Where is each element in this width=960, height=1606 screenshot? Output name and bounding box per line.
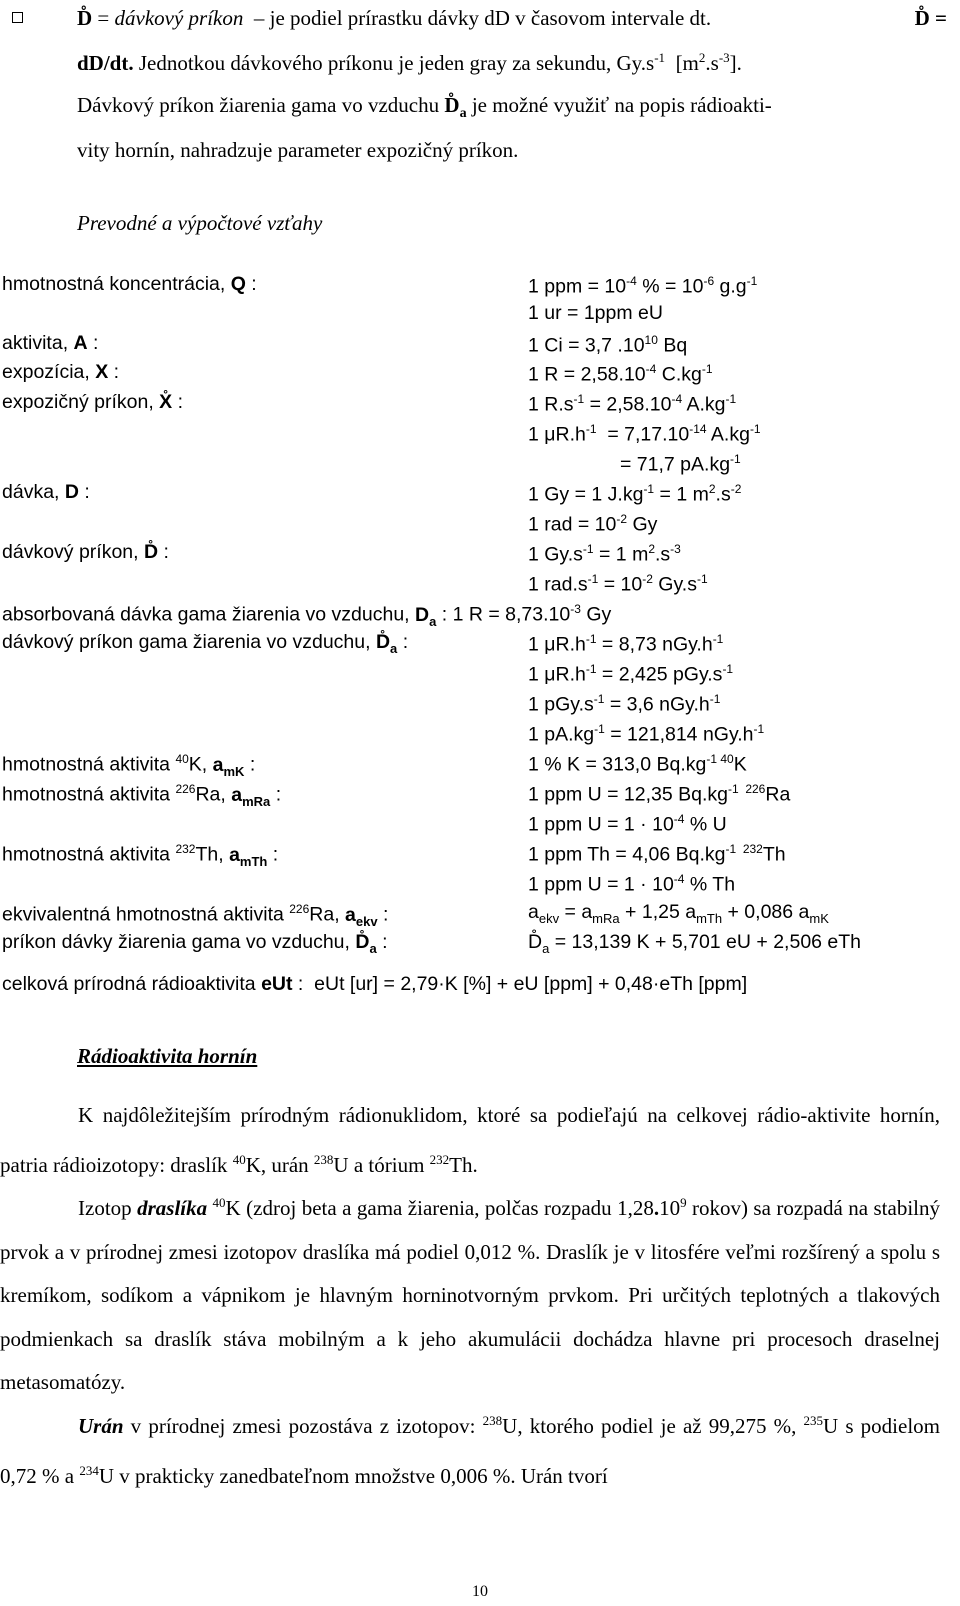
conv-left-d: dávka, D : xyxy=(2,481,90,503)
paragraph-1: K najdôležitejším prírodným rádionuklidom, ktoré sa podieľajú na celkovej rádio-aktivite hornín, patria rádioizotopy: draslík $^{40}$K, urán $^{238}$U a tórium $^{232}$Th. xyxy=(0,1103,940,1177)
conv-left-xdot: expozičný príkon, X̊ : xyxy=(2,391,184,413)
conv-left-x: expozícia, X : xyxy=(2,361,120,383)
conv-right-amra: 1 ppm U = 12,35 $Bq.kg^{-1 226}Ra$ xyxy=(528,782,791,806)
conv-right-ur: 1 ur = 1ppm eU xyxy=(528,302,663,324)
conv-right-q: 1 ppm = $10^{-4}$ % = $10^{-6}$ $g.g^{-1}$ xyxy=(528,274,758,298)
conv-left-dadot: dávkový príkon gama žiarenia vo vzduchu, $D̊_a$ : xyxy=(2,631,409,656)
conv-right-d2: 1 rad = $10^{-2}$ Gy xyxy=(528,512,658,536)
conv-right-d1: 1 Gy = 1 $J.kg^{-1} = 1$ $m^2.s^{-2}$ xyxy=(528,482,742,506)
conv-right-amk: 1 % K = 313,0 $Bq.kg^{-1 40}K$ xyxy=(528,752,747,776)
conv-left-da: absorbovaná dávka gama žiarenia vo vzduchu, $D_a$ : 1 $R = 8,73.10^{-3}$ Gy xyxy=(2,602,612,629)
section-heading-conversions: Prevodné a výpočtové vzťahy xyxy=(77,211,323,235)
conv-right-amth: 1 ppm Th = 4,06 $Bq.kg^{-1 232}Th$ xyxy=(528,842,786,866)
conv-right-xdot3: = 71,7 $pA.kg^{-1}$ xyxy=(620,452,741,476)
conv-right-dadot-formula: $D̊_a = 13,139$ K + 5,701 eU + 2,506 eTh xyxy=(528,931,862,956)
section-heading-radioactivity: Rádioaktivita hornín xyxy=(77,1044,258,1068)
conv-right-xdot1: 1 $R.s^{-1} = 2,58.10^{-4}$ $A.kg^{-1}$ xyxy=(528,392,737,416)
conv-left-amk: hmotnostná aktivita $^{40}$K, $a_{mK}$ : xyxy=(2,752,256,779)
conv-left-a: aktivita, A : xyxy=(2,332,99,354)
paragraph-3: Urán v prírodnej zmesi pozostáva z izotopov: $^{238}$U, ktorého podiel je až 99,275 %, $^{235}$U s podielom 0,72 % a $^{234}$U v prakticky zanedbateľnom množstve 0,006 %. Urán tvorí xyxy=(0,1413,941,1488)
conv-left-ddot: dávkový príkon, D̊ : xyxy=(2,541,169,563)
conv-right-xdot2: 1 $\mu R.h^{-1} = 7,17.10^{-14}$ $A.kg^{-1}$ xyxy=(528,422,761,446)
conv-left-dadot-formula: príkon dávky žiarenia gama vo vzduchu, $D̊_a$ : xyxy=(2,931,388,956)
intro-line-2: dD/dt. Jednotkou dávkového príkonu je jeden gray za sekundu, $Gy.s^{-1}$ $[m^2.s^{-3}]$. xyxy=(77,50,742,75)
conv-right-ddot1: 1 $Gy.s^{-1} = 1$ $m^2.s^{-3}$ xyxy=(528,542,681,566)
conv-right-dadot3: 1 $pGy.s^{-1} = 3,6$ $nGy.h^{-1}$ xyxy=(528,692,721,716)
conv-left-q: hmotnostná koncentrácia, Q : xyxy=(2,273,257,295)
conv-right-dadot1: 1 $\mu R.h^{-1} = 8,73$ $nGy.h^{-1}$ xyxy=(528,632,724,656)
conv-right-ppmth: 1 ppm $U = 1 \cdot 10^{-4}$ % Th xyxy=(528,872,736,896)
intro-line-4: vity hornín, nahradzuje parameter expozičný príkon. xyxy=(77,138,519,162)
intro-line-3: Dávkový príkon žiarenia gama vo vzduchu $D̊_a$ je možné využiť na popis rádioakti- xyxy=(77,93,772,122)
conv-right-aekv: $a_{ekv} = a_{mRa} + 1,25$ $a_{mTh} + 0,086$ $a_{mK}$ xyxy=(528,901,829,926)
conv-right-x: 1 $R = 2,58.10^{-4}$ $C.kg^{-1}$ xyxy=(528,362,713,386)
conv-right-dadot4: 1 $pA.kg^{-1} = 121,814$ $nGy.h^{-1}$ xyxy=(528,722,765,746)
conv-right-dadot2: 1 $\mu R.h^{-1} = 2,425$ $pGy.s^{-1}$ xyxy=(528,662,734,686)
paragraph-2: Izotop draslíka $^{40}$K (zdroj beta a gama žiarenia, polčas rozpadu 1,28.10$^9$ rokov) sa rozpadá na stabilný prvok a v prírodnej zmesi izotopov draslíka má podiel 0,012 %. Draslík je v litosfére veľmi rozšírený a spolu s kremíkom, sodíkom a vápnikom je hlavným horninotvorným prvkom. Pri určitých teplotných a tlakových podmienkach sa draslík stáva mobilným a k jeho akumulácii dochádza hlavne pri procesoch draselnej metasomatózy. xyxy=(0,1195,940,1394)
checkbox-bullet-icon xyxy=(12,12,23,23)
conv-right-ddot2: 1 $rad.s^{-1} = 10^{-2}$ $Gy.s^{-1}$ xyxy=(528,572,708,596)
intro-line-1: D̊ = dávkový príkon – je podiel prírastku dávky dD v časovom intervale dt. D̊ = xyxy=(77,6,947,30)
total-radioactivity-line: celková prírodná rádioaktivita eUt : eUt [ur] = 2,79·K [%] + eU [ppm] + 0,48·eTh [ppm] xyxy=(2,973,748,995)
conv-left-amra: hmotnostná aktivita $^{226}$Ra, $a_{mRa}$ : xyxy=(2,782,282,809)
conv-right-a: 1 Ci = 3,7 $.10^{10}$ Bq xyxy=(528,333,688,357)
page-number: 10 xyxy=(472,1583,488,1600)
conv-right-ppmu: 1 ppm $U = 1 \cdot 10^{-4}$ % U xyxy=(528,812,727,836)
conv-left-aekv: ekvivalentná hmotnostná aktivita $^{226}$Ra, $a_{ekv}$ : xyxy=(2,902,389,929)
conv-left-amth: hmotnostná aktivita $^{232}$Th, $a_{mTh}$ : xyxy=(2,842,279,869)
